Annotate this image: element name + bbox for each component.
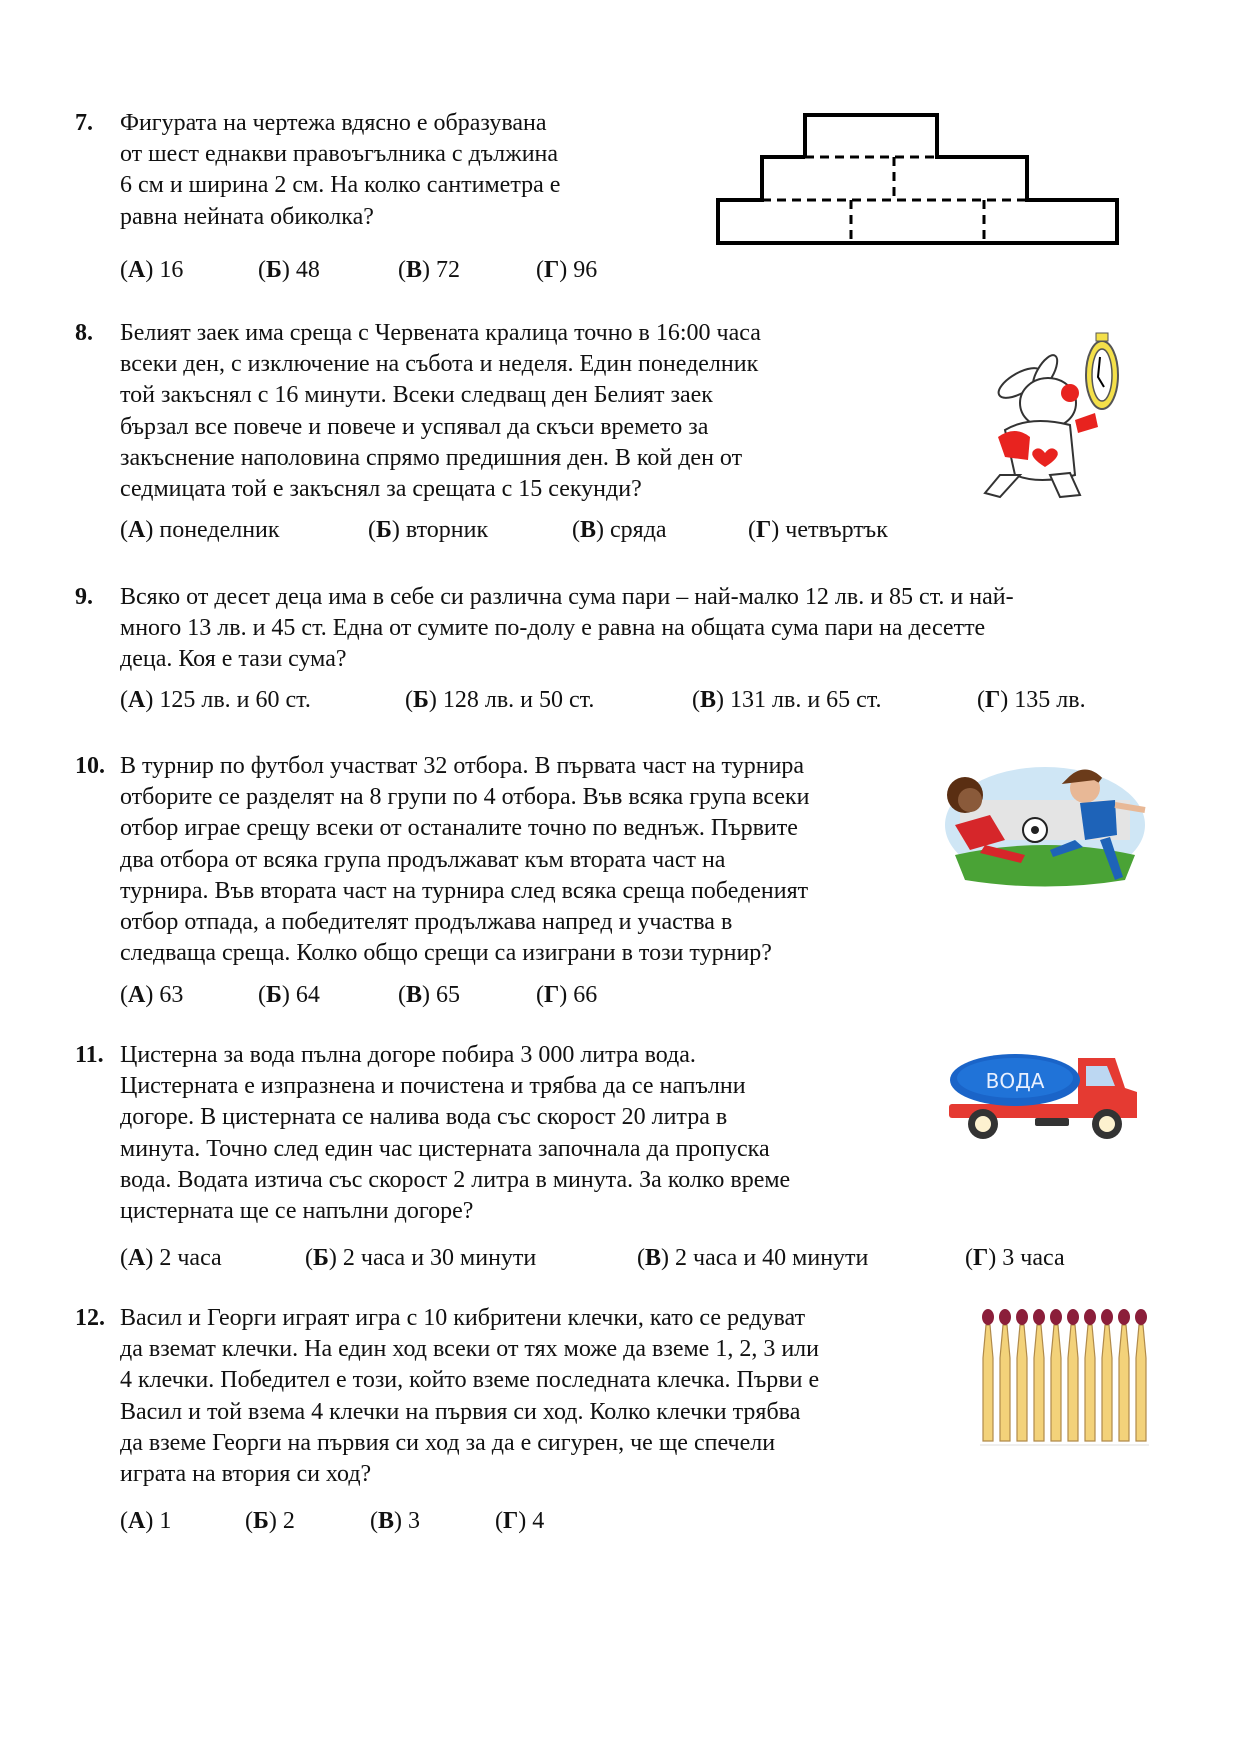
question-number: 9. <box>75 584 93 610</box>
question-number: 12. <box>75 1305 105 1331</box>
question-text: Всяко от десет деца има в себе си различна сума пари – най-малко 12 лв. и 85 ст. и най- много 13 лв. и 45 ст. Една от сумите по-долу е равна на общата сума пари на десетте деца. Коя е тази сума? <box>120 584 1014 673</box>
question-number: 10. <box>75 753 105 779</box>
option-a: (А) понеделник <box>120 517 280 543</box>
option-a: (А) 63 <box>120 982 184 1008</box>
option-b: (Б) 2 часа и 30 минути <box>305 1245 537 1271</box>
option-c: (В) 2 часа и 40 минути <box>637 1245 869 1271</box>
option-d: (Г) 96 <box>536 257 598 283</box>
option-d: (Г) четвъртък <box>748 517 888 543</box>
option-c: (В) 72 <box>398 257 461 283</box>
option-c: (В) 131 лв. и 65 ст. <box>692 687 882 713</box>
option-a: (А) 16 <box>120 257 184 283</box>
option-b: (Б) 64 <box>258 982 320 1008</box>
question-number: 8. <box>75 320 93 346</box>
water-truck-illustration <box>945 1052 1145 1148</box>
matchsticks-icon <box>975 1303 1150 1448</box>
question-text: В турнир по футбол участват 32 отбора. В първата част на турнира отборите се разделят на 8 групи по 4 отбора. Във всяка група всеки отбор играе срещу всеки от останалите точно по веднъж. Първите два отбора от всяка група продължават към втората част на турнира. Във втората част на турнира след всяка среща победеният отбор отпада, а победителят продължава напред и участва в следваща среща. Колко общо срещи са изиграни в този турнир? <box>120 753 810 967</box>
rabbit-icon <box>960 325 1140 505</box>
option-d: (Г) 3 часа <box>965 1245 1065 1271</box>
option-a: (А) 1 <box>120 1508 172 1534</box>
option-c: (В) 3 <box>370 1508 421 1534</box>
question-number: 7. <box>75 110 93 136</box>
option-d: (Г) 4 <box>495 1508 545 1534</box>
question-number: 11. <box>75 1042 104 1068</box>
question-text: Фигурата на чертежа вдясно е образувана от шест еднакви правоъгълника с дължина 6 см и ширина 2 см. На колко сантиметра е равна нейната обиколка? <box>120 110 561 230</box>
option-b: (Б) 2 <box>245 1508 295 1534</box>
truck-label: ВОДА <box>985 1069 1045 1093</box>
football-illustration <box>925 755 1160 895</box>
option-d: (Г) 66 <box>536 982 598 1008</box>
white-rabbit-illustration <box>960 325 1140 505</box>
question-text: Белият заек има среща с Червената кралица точно в 16:00 часа всеки ден, с изключение на събота и неделя. Един понеделник той закъснял с 16 минути. Всеки следващ ден Белият заек бързал все повече и повече и успявал да скъси времето за закъснение наполовина спрямо предишния ден. В кой ден от седмицата той е закъснял за срещата с 15 секунди? <box>120 320 761 503</box>
option-d: (Г) 135 лв. <box>977 687 1086 713</box>
option-b: (Б) 128 лв. и 50 ст. <box>405 687 595 713</box>
rectangles-diagram <box>715 112 1120 247</box>
truck-icon <box>945 1052 1145 1148</box>
matchsticks-illustration <box>975 1303 1150 1448</box>
pyramid-figure <box>715 112 1120 247</box>
option-c: (В) сряда <box>572 517 667 543</box>
option-c: (В) 65 <box>398 982 461 1008</box>
option-b: (Б) 48 <box>258 257 320 283</box>
option-a: (А) 125 лв. и 60 ст. <box>120 687 311 713</box>
option-b: (Б) вторник <box>368 517 489 543</box>
question-text: Цистерна за вода пълна догоре побира 3 000 литра вода. Цистерната е изпразнена и почистена и трябва да се напълни догоре. В цистерната се налива вода със скорост 20 литра в минута. Точно след един час цистерната започнала да пропуска вода. Водата изтича със скорост 2 литра в минута. За колко време цистерната ще се напълни догоре? <box>120 1042 791 1225</box>
football-players-icon <box>925 755 1160 895</box>
question-text: Васил и Георги играят игра с 10 кибритени клечки, като се редуват да вземат клечки. На един ход всеки от тях може да вземе 1, 2, 3 или 4 клечки. Победител е този, който вземе последната клечка. Първи е Васил и той взема 4 клечки на първия си ход. Колко клечки трябва да вземе Георги на първия си ход за да е сигурен, че ще спечели играта на втория си ход? <box>120 1305 820 1488</box>
option-a: (А) 2 часа <box>120 1245 222 1271</box>
